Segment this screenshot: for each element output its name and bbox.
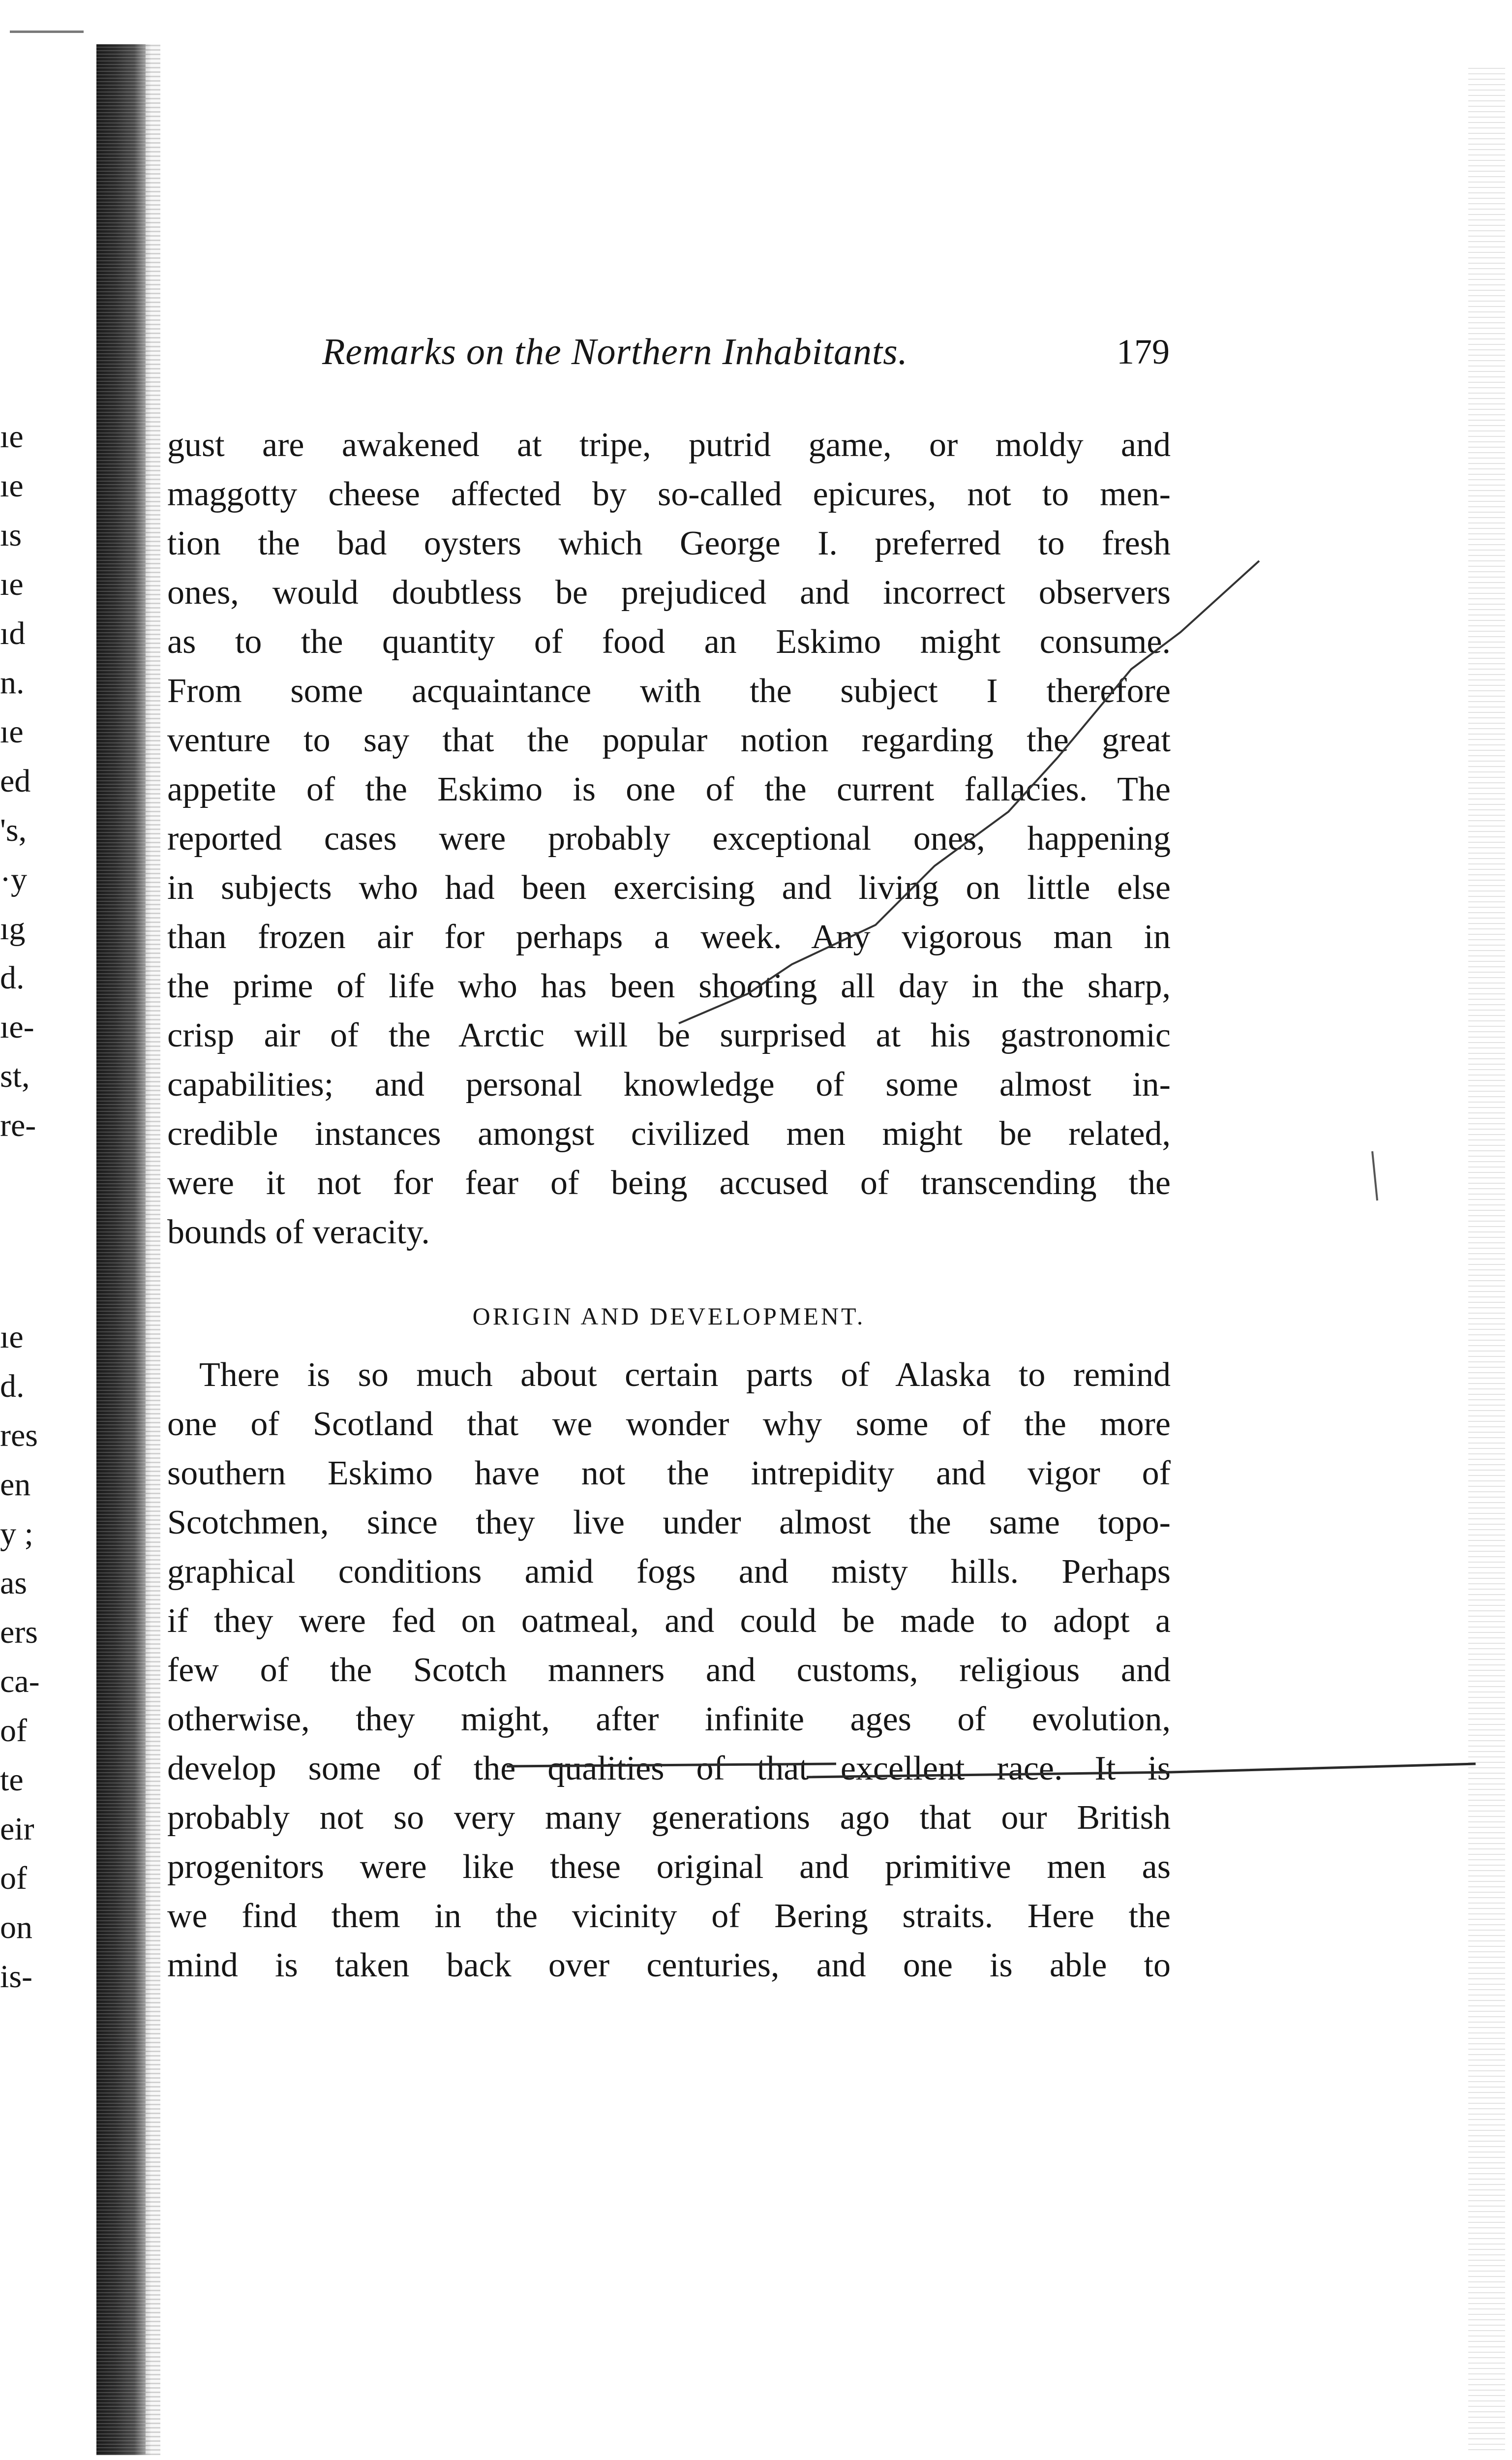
- text-line: venture to say that the popular notion regarding the great: [167, 721, 1171, 759]
- left-fragment: ca-: [0, 1663, 40, 1699]
- left-fragment: ıe: [0, 419, 24, 455]
- underline-stroke: [507, 1764, 836, 1766]
- text-line: in subjects who had been exercising and living on little else: [167, 869, 1171, 907]
- text-line: few of the Scotch manners and customs, religious and: [167, 1651, 1171, 1689]
- left-fragment: ıd: [0, 615, 26, 651]
- left-fragment: ıe-: [0, 1009, 34, 1045]
- text-line: mind is taken back over centuries, and one is able to: [167, 1946, 1171, 1984]
- left-fragment: ıe: [0, 714, 24, 750]
- left-fragment: 's,: [0, 812, 27, 848]
- left-fragment: st,: [0, 1058, 30, 1094]
- text-line: reported cases were probably exceptional ones, happening: [167, 820, 1171, 858]
- left-fragment: n.: [0, 665, 25, 701]
- left-fragment: ıe: [0, 468, 24, 504]
- left-fragment: ıg: [0, 911, 26, 947]
- text-line: tion the bad oysters which George I. preferred to fresh: [167, 524, 1171, 562]
- left-fragment: res: [0, 1417, 38, 1453]
- left-fragment: ers: [0, 1614, 38, 1650]
- text-line: graphical conditions amid fogs and misty hills. Perhaps: [167, 1553, 1171, 1591]
- horizontal-strike-line: [807, 1764, 1476, 1777]
- left-fragment: ed: [0, 763, 31, 799]
- left-fragment: as: [0, 1565, 27, 1601]
- section-heading: ORIGIN AND DEVELOPMENT.: [472, 1302, 866, 1330]
- text-line: maggotty cheese affected by so-called epicures, not to men-: [167, 475, 1171, 513]
- text-line: bounds of veracity.: [167, 1213, 430, 1251]
- left-fragment: on: [0, 1909, 32, 1945]
- left-fragment: ·y: [0, 861, 27, 897]
- left-fragment: y ;: [0, 1516, 33, 1552]
- left-fragment: of: [0, 1860, 27, 1896]
- left-fragment: ıe: [0, 566, 24, 602]
- running-head: Remarks on the Northern Inhabitants.: [322, 331, 908, 372]
- text-line: There is so much about certain parts of Alaska to remind: [199, 1356, 1171, 1394]
- text-line: progenitors were like these original and primitive men as: [167, 1848, 1171, 1886]
- left-fragment: of: [0, 1713, 27, 1749]
- text-line: From some acquaintance with the subject I therefore: [167, 672, 1171, 710]
- text-line: crisp air of the Arctic will be surprised at his gastronomic: [167, 1016, 1171, 1054]
- text-line: Scotchmen, since they live under almost the same topo-: [167, 1504, 1171, 1541]
- text-line: capabilities; and personal knowledge of some almost in-: [167, 1066, 1171, 1104]
- text-line: appetite of the Eskimo is one of the current fallacies. The: [167, 770, 1171, 808]
- text-line: otherwise, they might, after infinite ages of evolution,: [167, 1700, 1171, 1738]
- page-number: 179: [1117, 332, 1170, 371]
- text-line: southern Eskimo have not the intrepidity and vigor of: [167, 1454, 1171, 1492]
- left-fragment: eir: [0, 1811, 34, 1847]
- text-line: the prime of life who has been shooting all day in the sharp,: [167, 967, 1171, 1005]
- text-line: if they were fed on oatmeal, and could be made to adopt a: [167, 1602, 1171, 1640]
- text-line: were it not for fear of being accused of transcending the: [167, 1164, 1171, 1202]
- text-line: than frozen air for perhaps a week. Any vigorous man in: [167, 918, 1171, 956]
- left-fragment: ıs: [0, 517, 22, 553]
- left-fragment: en: [0, 1467, 31, 1503]
- left-fragment: d.: [0, 1368, 25, 1404]
- text-line: gust are awakened at tripe, putrid game, or moldy and: [167, 426, 1171, 464]
- margin-tick-mark: [1372, 1151, 1377, 1200]
- left-fragment: ıe: [0, 1319, 24, 1355]
- text-line: develop some of the qualities of that excellent race. It is: [167, 1750, 1171, 1787]
- text-line: probably not so very many generations ago that our British: [167, 1799, 1171, 1837]
- text-line: ones, would doubtless be prejudiced and incorrect observers: [167, 574, 1171, 612]
- left-fragment: is-: [0, 1959, 32, 1995]
- left-fragment: re-: [0, 1107, 36, 1143]
- left-fragment: te: [0, 1762, 24, 1798]
- diagonal-strike-line: [679, 561, 1259, 1023]
- text-line: credible instances amongst civilized men might be related,: [167, 1115, 1171, 1153]
- left-fragment: d.: [0, 960, 25, 996]
- text-line: one of Scotland that we wonder why some of the more: [167, 1405, 1171, 1443]
- text-line: as to the quantity of food an Eskimo might consume.: [167, 623, 1171, 661]
- text-line: we find them in the vicinity of Bering straits. Here the: [167, 1897, 1171, 1935]
